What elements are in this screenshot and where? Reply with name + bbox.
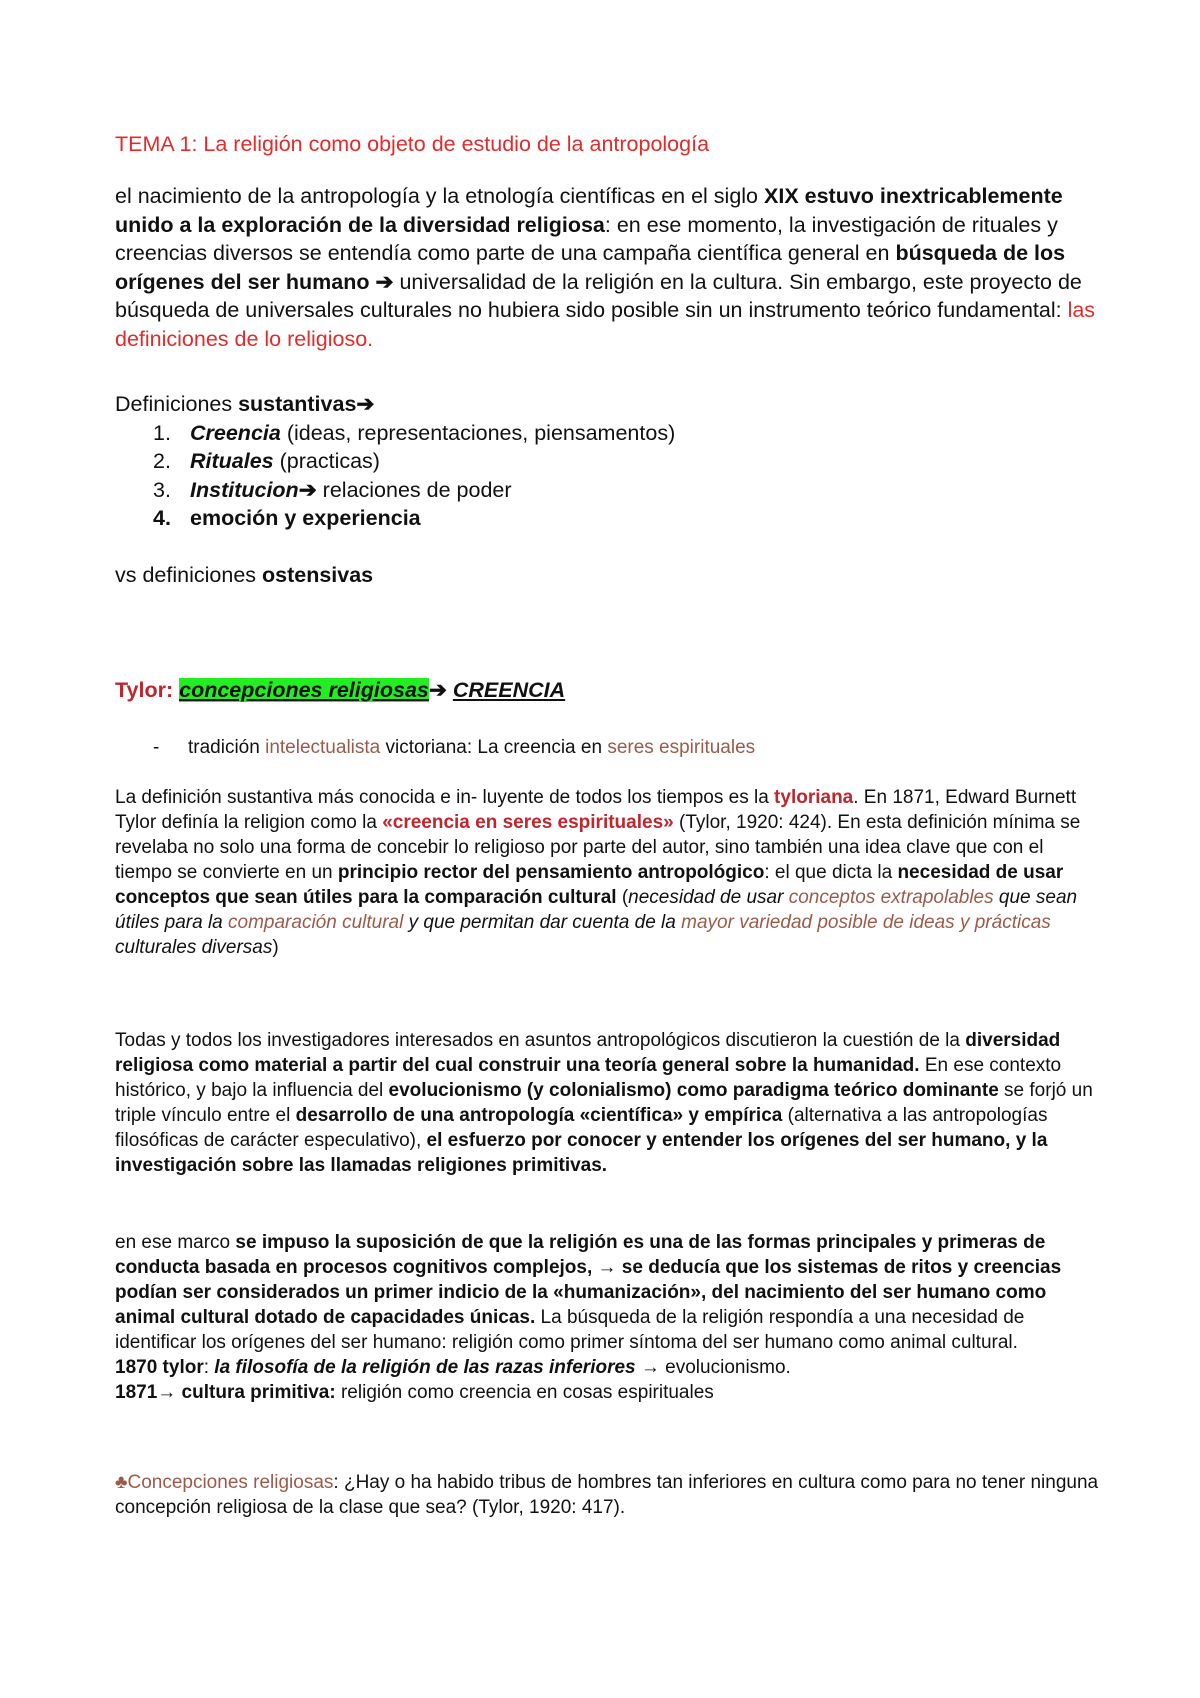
arrow-icon: →: [597, 1257, 617, 1278]
diversity-paragraph: Todas y todos los investigadores interesados en asuntos antropológicos discutieron la cuestión de la diversidad religiosa como material a partir del cual construir una teoría general sobre la humanidad. En ese contexto histórico, y bajo la influencia del evolucionismo (y colonialismo) como paradigma teórico dominante se forjó un triple vínculo entre el desarrollo de una antropología «científica» y empírica (alternativa a las antropologías filosóficas de carácter especulativo), el esfuerzo por conocer y entender los orígenes del ser humano, y la investigación sobre las llamadas religiones primitivas.: [115, 1030, 1093, 1176]
list-item: 4. emoción y experiencia: [153, 506, 421, 530]
list-item: 1. Creencia (ideas, representaciones, piensamentos): [153, 420, 676, 445]
arrow-icon: ➔: [428, 678, 447, 702]
arrow-icon: →: [157, 1382, 177, 1403]
tylor-paragraph: La definición sustantiva más conocida e in- luyente de todos los tiempos es la tyloriana. En 1871, Edward Burnett Tylor definía la religion como la «creencia en seres espirituales» (Tylor, 1920: 424). En esta definición mínima se revelaba no solo una forma de concebir lo religioso por parte del autor, sino también una idea clave que con el tiempo se convierte en un principio rector del pensamiento antropológico: el que dicta la necesidad de usar conceptos que sean útiles para la comparación cultural (necesidad de usar conceptos extrapolables que sean útiles para la comparación cultural y que permitan dar cuenta de la mayor variedad posible de ideas y prácticas culturales diversas): [115, 787, 1081, 958]
bullet-item: - tradición intelectualista victoriana: La creencia en seres espirituales: [153, 737, 756, 758]
definitions-vs: vs definiciones ostensivas: [115, 562, 374, 587]
arrow-icon: ➔: [356, 392, 375, 416]
page-title: TEMA 1: La religión como objeto de estudio de la antropología: [115, 132, 710, 156]
tylor-heading: Tylor: concepciones religiosas➔ CREENCIA: [115, 678, 566, 702]
timeline-1870: 1870 tylor: la filosofía de la religión de las razas inferiores → evolucionismo.: [115, 1357, 791, 1378]
intro-paragraph: el nacimiento de la antropología y la etnología científicas en el siglo XIX estuvo inextricablemente unido a la exploración de la diversidad religiosa: en ese momento, la investigación de rituales y creencias diversos se entendía como parte de una campaña científica general en búsqueda de los orígenes del ser humano ➔ universalidad de la religión en la cultura. Sin embargo, este proyecto de búsqueda de universales culturales no hubiera sido posible sin un instrumento teórico fundamental: las definiciones de lo religioso.: [115, 184, 1096, 351]
club-icon: ♣: [115, 1472, 128, 1493]
framework-body: en ese marco se impuso la suposición de que la religión es una de las formas principales y primeras de conducta basada en procesos cognitivos complejos, → se deducía que los sistemas de ritos y creencias podían ser considerados un primer indicio de la «humanización», del nacimiento del ser humano como animal cultural dotado de capacidades únicas. La búsqueda de la religión respondía a una necesidad de identificar los orígenes del ser humano: religión como primer síntoma del ser humano como animal cultural.: [115, 1232, 1062, 1353]
definitions-section: [115, 390, 1100, 589]
definitions-lead: Definiciones sustantivas➔: [115, 392, 375, 416]
timeline-1871: 1871→ cultura primitiva: religión como creencia en cosas espirituales: [115, 1382, 714, 1403]
list-item: 2. Rituales (practicas): [153, 449, 380, 473]
list-item: 3. Institucion➔ relaciones de poder: [153, 477, 512, 502]
arrow-icon: →: [640, 1357, 660, 1378]
framework-paragraph: [115, 1230, 1100, 1405]
arrow-icon: ➔: [298, 477, 317, 502]
arrow-icon: ➔: [375, 269, 394, 294]
closing-question: ♣Concepciones religiosas: ¿Hay o ha habido tribus de hombres tan inferiores en cultura como para no tener ninguna concepción religiosa de la clase que sea? (Tylor, 1920: 417).: [115, 1472, 1099, 1518]
